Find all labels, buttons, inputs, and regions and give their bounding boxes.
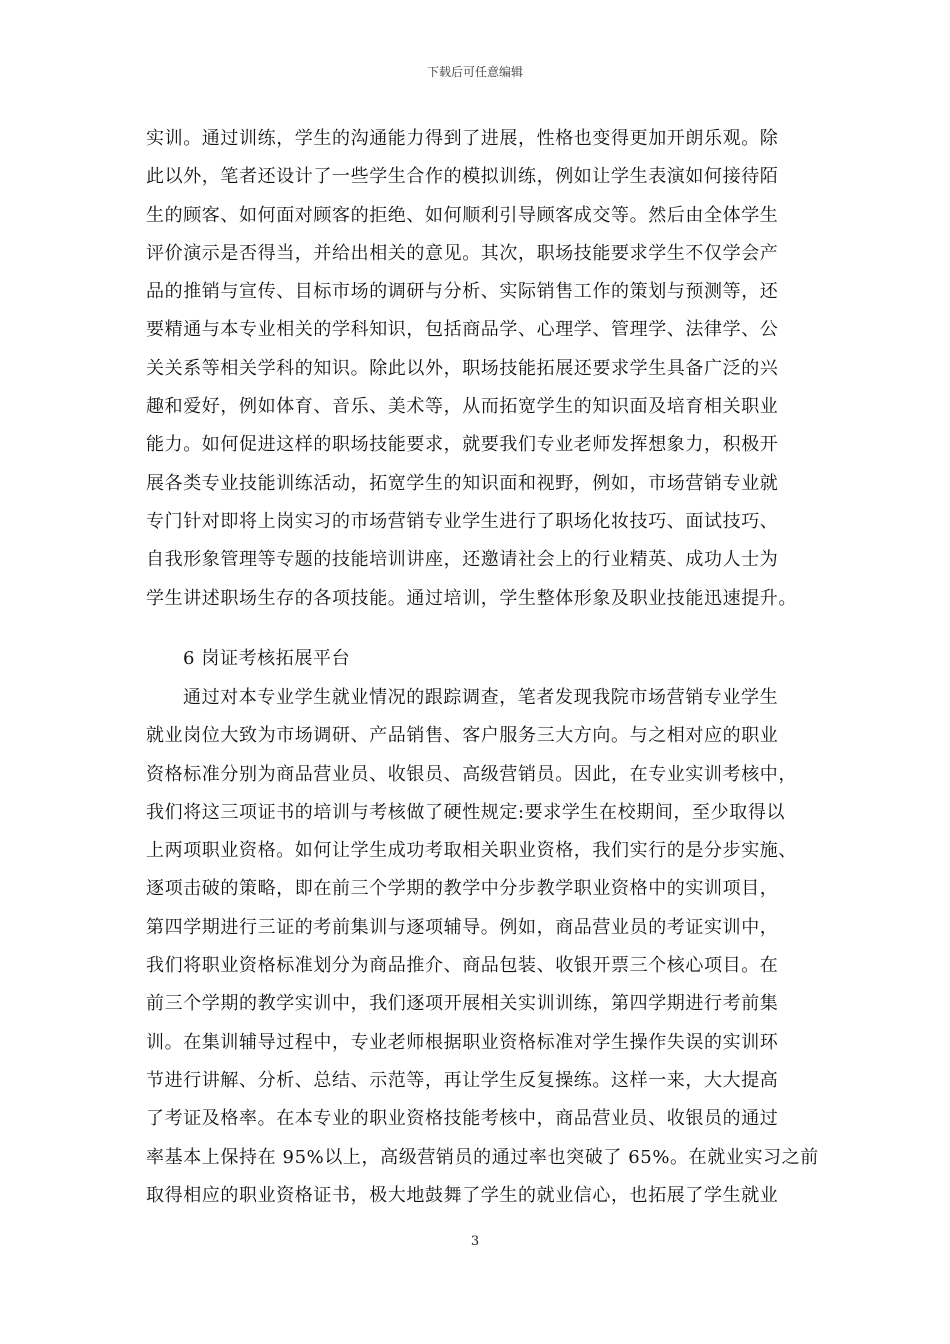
text-line: 了考证及格率。在本专业的职业资格技能考核中，商品营业员、收银员的通过 — [146, 1108, 779, 1130]
text-line: 率基本上保持在 95%以上，高级营销员的通过率也突破了 65%。在就业实习之前 — [146, 1146, 819, 1168]
page-number: 3 — [470, 1234, 480, 1249]
text-line: 节进行讲解、分析、总结、示范等，再让学生反复操练。这样一来，大大提高 — [146, 1069, 779, 1091]
text-line: 资格标准分别为商品营业员、收银员、高级营销员。因此，在专业实训考核中， — [146, 763, 797, 785]
text-line: 学生讲述职场生存的各项技能。通过培训，学生整体形象及职业技能迅速提升。 — [146, 587, 797, 609]
text-line: 能力。如何促进这样的职场技能要求，就要我们专业老师发挥想象力，积极开 — [146, 434, 779, 456]
text-line: 我们将职业资格标准划分为商品推介、商品包装、收银开票三个核心项目。在 — [146, 955, 779, 977]
paragraph-2 — [146, 679, 826, 1215]
section-heading: 6 岗证考核拓展平台 — [183, 648, 351, 669]
text-line: 品的推销与宣传、目标市场的调研与分析、实际销售工作的策划与预测等，还 — [146, 281, 779, 303]
text-line: 评价演示是否得当，并给出相关的意见。其次，职场技能要求学生不仅学会产 — [146, 242, 779, 264]
text-line: 展各类专业技能训练活动，拓宽学生的知识面和视野，例如，市场营销专业就 — [146, 472, 779, 494]
text-line: 自我形象管理等专题的技能培训讲座，还邀请社会上的行业精英、成功人士为 — [146, 549, 779, 571]
text-line: 第四学期进行三证的考前集训与逐项辅导。例如，商品营业员的考证实训中， — [146, 916, 779, 938]
text-line: 此以外，笔者还设计了一些学生合作的模拟训练，例如让学生表演如何接待陌 — [146, 166, 779, 188]
text-line: 前三个学期的教学实训中，我们逐项开展相关实训训练，第四学期进行考前集 — [146, 993, 779, 1015]
text-line: 关关系等相关学科的知识。除此以外，职场技能拓展还要求学生具备广泛的兴 — [146, 357, 779, 379]
text-line: 取得相应的职业资格证书，极大地鼓舞了学生的就业信心，也拓展了学生就业 — [146, 1184, 779, 1206]
text-line: 趣和爱好，例如体育、音乐、美术等，从而拓宽学生的知识面及培育相关职业 — [146, 396, 779, 418]
text-line: 生的顾客、如何面对顾客的拒绝、如何顺利引导顾客成交等。然后由全体学生 — [146, 204, 779, 226]
text-line: 要精通与本专业相关的学科知识，包括商品学、心理学、管理学、法律学、公 — [146, 319, 779, 341]
text-line: 我们将这三项证书的培训与考核做了硬性规定:要求学生在校期间，至少取得以 — [146, 801, 786, 823]
text-line: 就业岗位大致为市场调研、产品销售、客户服务三大方向。与之相对应的职业 — [146, 725, 779, 747]
text-line: 通过对本专业学生就业情况的跟踪调查，笔者发现我院市场营销专业学生 — [183, 687, 779, 708]
paragraph-1 — [146, 120, 826, 618]
text-line: 实训。通过训练，学生的沟通能力得到了进展，性格也变得更加开朗乐观。除 — [146, 128, 779, 149]
text-line: 逐项击破的策略，即在前三个学期的教学中分步教学职业资格中的实训项目， — [146, 878, 779, 900]
text-line: 上两项职业资格。如何让学生成功考取相关职业资格，我们实行的是分步实施、 — [146, 840, 797, 862]
text-line: 专门针对即将上岗实习的市场营销专业学生进行了职场化妆技巧、面试技巧、 — [146, 510, 779, 532]
page-header: 下载后可任意编辑 — [426, 65, 523, 79]
text-line: 训。在集训辅导过程中，专业老师根据职业资格标准对学生操作失误的实训环 — [146, 1031, 779, 1053]
